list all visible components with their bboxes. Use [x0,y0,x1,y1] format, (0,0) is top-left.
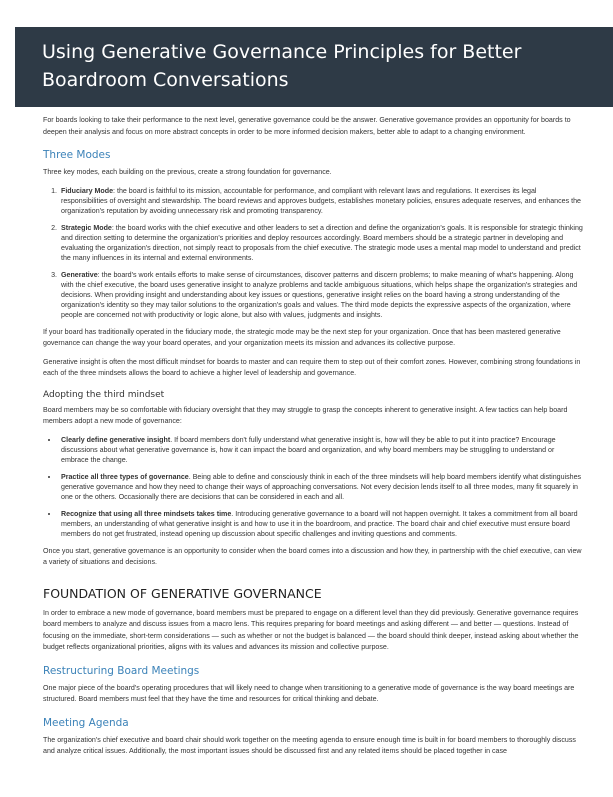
list-item [59,472,583,502]
list-item [59,223,583,263]
list-item [59,509,583,539]
page-title: Using Generative Governance Principles for Better Boardroom Conversations [42,41,522,91]
tactic-term: Practice all three types of governance [61,472,189,481]
tactic-text: . If board members don't fully understand what generative insight is, how will they be able to put it into practice? Encourage discussions about what generative governance is, how it can impact the board and organization, and why board members may be struggling to understand or embrace the change. [61,435,556,464]
mode-term: Generative [61,270,98,279]
mode-text: : the board works with the chief executive and other leaders to set a direction and define the organization's goals. It is responsible for strategic thinking and direction setting to determine the organization's priorities and deploy resources accordingly. Board members should be a strategic partner in developing and evaluating the organization's direction, not simply react to proposals from the chief executive. The strategic mode uses a mental map model to understand and predict the many influences in its internal and external environments. [61,223,583,262]
agenda-paragraph: The organization's chief executive and board chair should work together on the meeting agenda to ensure enough time is built in for board members to thoroughly discuss and analyze critical issues. Additionally, the most important issues should be discussed first and any related items should be placed together in case [43,735,576,755]
agenda-heading: Meeting Agenda [43,716,129,729]
mode-text: : the board is faithful to its mission, accountable for performance, and compliant with relevant laws and regulations. It exercises its legal responsibilities of oversight and stewardship. The board reviews and approves budgets, establishes monetary policies, ensures adequate reserves, and enhances the organization's reputation by avoiding unnecessary risk and promoting transparency. [61,186,581,215]
mode-text: : the board's work entails efforts to make sense of circumstances, discover patterns and discern problems; to make meaning of what's happening. Along with the chief executive, the board uses generative insight to analyze problems and tackle ambiguous situations, which helps shape the organization's strategies and decisions. When providing insight and understanding about key issues or questions, generative insight relies on the board having a strong understanding of the organization's identity so they may tailor solutions to the organization's goals and values. The third mode depicts the expressive aspects of the organization, where people are concerned not with productivity or logic alone, but also with values, judgments and insights. [61,270,578,319]
list-item [59,186,583,216]
foundation-heading: FOUNDATION OF GENERATIVE GOVERNANCE [43,585,322,601]
article-body [43,113,583,758]
three-modes-lead: Three key modes, each building on the previous, create a strong foundation for governance. [43,168,332,176]
adopting-lead: Board members may be so comfortable with fiduciary oversight that they may struggle to grasp the concepts inherent to generative insight. A few tactics can help board members adopt a new mode of governance: [43,405,568,425]
tactic-text: . Being able to define and consciously think in each of the three mindsets will help board members identify what distinguishes generative governance and how they need to change their ways of approaching conversations. Not every decision lends itself to all three modes, many fit squarely in one or the others. Occasionally there are decisions that can be considered in each and all. [61,472,582,501]
mode-term: Strategic Mode [61,223,112,232]
list-item [59,435,583,465]
modes-paragraph-1: If your board has traditionally operated in the fiduciary mode, the strategic mode may be the next step for your organization. Once that has been mastered generative governance can change the way your board operates, and your organization meets its mission and advances its collective purpose. [43,327,561,347]
tactics-list [43,435,583,539]
three-modes-heading: Three Modes [43,149,111,161]
tactic-text: . Introducing generative governance to a board will not happen overnight. It takes a commitment from all board members, an understanding of what generative insight is and how to use it in the boardroom, and practice. The board chair and chief executive must ensure board members do not get frustrated, instead opening up discussion about specific challenges and inviting questions and comments. [61,509,578,538]
adopting-heading: Adopting the third mindset [43,389,165,400]
intro-paragraph: For boards looking to take their performance to the next level, generative governance could be the answer. Generative governance provides an opportunity for boards to deepen their analysis and focus on more abstract concepts in order to be more informed decision makers, better able to adapt to a changing environment. [43,116,571,136]
restructuring-paragraph: One major piece of the board's operating procedures that will likely need to change when transitioning to a generative mode of governance is the way board meetings are structured. Board members must feel that they have the time and resources for critical thinking and debate. [43,683,575,703]
modes-list [43,186,583,320]
foundation-paragraph: In order to embrace a new mode of governance, board members must be prepared to engage on a different level than they did previously. Generative governance requires board members to analyze and discuss issues from a macro lens. This requires preparing for board meetings and asking different — and better — questions. Instead of focusing on the immediate, short-term considerations — such as whether or not the budget is balanced — the board should think deeper, instead asking about whether the budget reflects organizational priorities, aligns with its values and advances its mission and collective purpose. [43,608,579,651]
modes-paragraph-2: Generative insight is often the most difficult mindset for boards to master and can require them to step out of their comfort zones. However, combining strong foundations in each of the three mindsets allows the board to achieve a higher level of leadership and governance. [43,357,581,377]
title-banner [15,27,613,107]
tactic-term: Recognize that using all three mindsets takes time [61,509,232,518]
adopting-closing: Once you start, generative governance is an opportunity to consider when the board comes into a discussion and how they, in partnership with the chief executive, can view a variety of situations and decisions. [43,546,582,566]
restructuring-heading: Restructuring Board Meetings [43,664,200,677]
tactic-term: Clearly define generative insight [61,435,171,444]
mode-term: Fiduciary Mode [61,186,114,195]
list-item [59,270,583,320]
